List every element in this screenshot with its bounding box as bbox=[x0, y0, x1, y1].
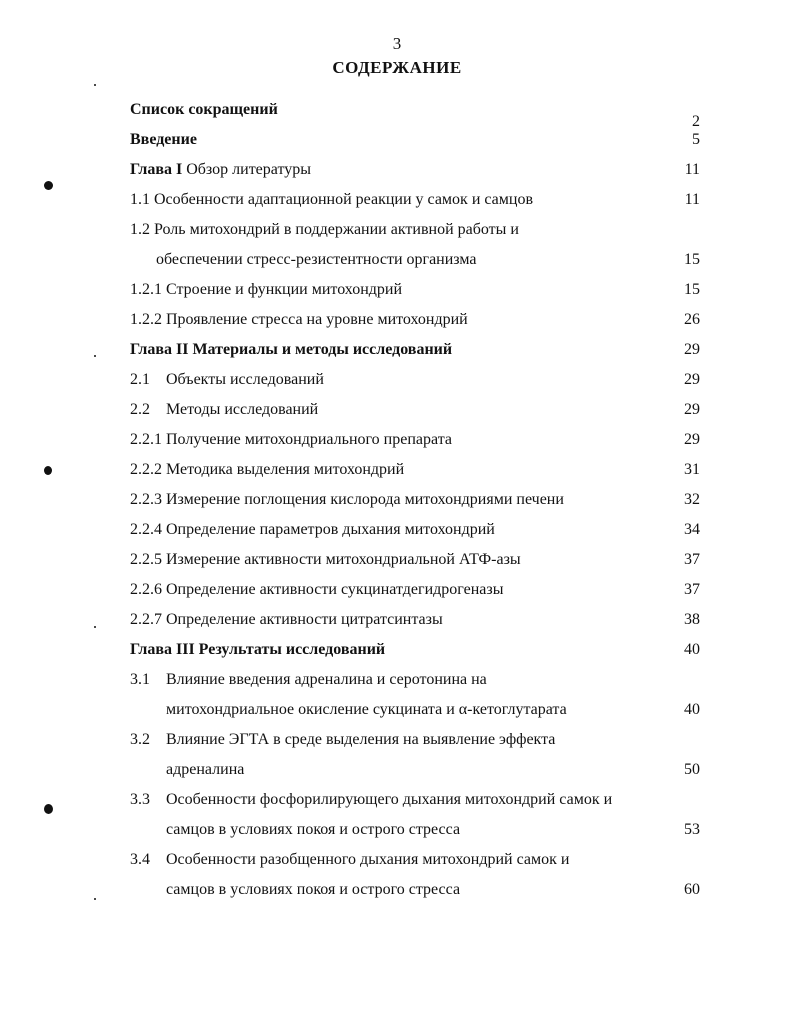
toc-entry-text: 1.2 Роль митохондрий в поддержании активной работы и bbox=[130, 221, 519, 238]
chapter-label: Глава I bbox=[130, 161, 183, 178]
toc-entry-2-2-7 bbox=[130, 608, 700, 632]
toc-entry-page: 29 bbox=[684, 341, 700, 358]
toc-entry-page: 32 bbox=[684, 491, 700, 508]
toc-entry-text: самцов в условиях покоя и острого стресса bbox=[166, 821, 461, 838]
toc-entry-page: 29 bbox=[684, 371, 700, 388]
toc-entry-page: 11 bbox=[684, 161, 700, 178]
toc-entry-number: 3.4 bbox=[130, 851, 150, 868]
toc-entry-text: Влияние ЭГТА в среде выделения на выявление эффекта bbox=[166, 731, 556, 748]
toc-entry-chapter-2 bbox=[130, 338, 700, 362]
toc-entry-3-4 bbox=[130, 848, 700, 872]
toc-entry-1-1 bbox=[130, 188, 700, 212]
toc-entry-text: Обзор литературы bbox=[182, 161, 311, 178]
toc-entry-page: 5 bbox=[692, 131, 700, 148]
toc-entry-number: 3.2 bbox=[130, 731, 150, 748]
page-number: 3 bbox=[392, 34, 402, 53]
toc-entry-3-1-cont bbox=[130, 698, 700, 722]
toc-entry-2-2-1 bbox=[130, 428, 700, 452]
toc-entry-text: 1.2.2 Проявление стресса на уровне митохондрий bbox=[130, 311, 468, 328]
toc-entry-text: 2.2.7 Определение активности цитратсинтазы bbox=[130, 611, 443, 628]
toc-entry-text: 1.1 Особенности адаптационной реакции у самок и самцов bbox=[130, 191, 534, 208]
toc-entry-text: самцов в условиях покоя и острого стресса bbox=[166, 881, 461, 898]
punch-hole-mark bbox=[44, 181, 53, 190]
toc-entry-page: 2 bbox=[692, 113, 700, 130]
toc-entry-text: 2.2.4 Определение параметров дыхания митохондрий bbox=[130, 521, 495, 538]
toc-entry-2-2-4 bbox=[130, 518, 700, 542]
toc-entry-page: 15 bbox=[684, 251, 700, 268]
toc-entry-3-3-cont bbox=[130, 818, 700, 842]
toc-entry-page: 40 bbox=[684, 701, 700, 718]
toc-entry-text: 2.2.1 Получение митохондриального препарата bbox=[130, 431, 452, 448]
toc-entry-page: 31 bbox=[684, 461, 700, 478]
toc-entry-page: 50 bbox=[684, 761, 700, 778]
toc-entry-text: 2.2.5 Измерение активности митохондриальной АТФ-азы bbox=[130, 551, 521, 568]
toc-entry-number: 2.2 bbox=[130, 401, 150, 418]
toc-entry-text: обеспечении стресс-резистентности организма bbox=[156, 251, 477, 268]
toc-entry-abbreviations bbox=[130, 98, 700, 130]
toc-entry-1-2-1 bbox=[130, 278, 700, 302]
toc-entry-text: Список сокращений bbox=[130, 101, 278, 118]
toc-entry-page: 15 bbox=[684, 281, 700, 298]
toc-entry-text: Методы исследований bbox=[166, 401, 319, 418]
toc-entry-page: 60 bbox=[684, 881, 700, 898]
toc-entry-3-1 bbox=[130, 668, 700, 692]
toc-entry-page: 37 bbox=[684, 551, 700, 568]
toc-entry-page: 26 bbox=[684, 311, 700, 328]
toc-entry-text: Объекты исследований bbox=[166, 371, 324, 388]
toc-entry-text: 2.2.2 Методика выделения митохондрий bbox=[130, 461, 405, 478]
toc-entry-text: 1.2.1 Строение и функции митохондрий bbox=[130, 281, 403, 298]
toc-entry-number: 3.3 bbox=[130, 791, 150, 808]
toc-entry-text: Особенности фосфорилирующего дыхания митохондрий самок и bbox=[166, 791, 613, 808]
toc-entry-1-2 bbox=[130, 218, 700, 242]
toc-entry-2-2-2 bbox=[130, 458, 700, 482]
punch-hole-mark bbox=[44, 466, 52, 475]
page-title: СОДЕРЖАНИЕ bbox=[332, 58, 462, 77]
toc-entry-text: митохондриальное окисление сукцината и α-кетоглутарата bbox=[166, 701, 567, 718]
toc-entry-chapter-3 bbox=[130, 638, 700, 662]
toc-entry-text: Глава III Результаты исследований bbox=[130, 641, 386, 658]
toc-entry-2-2-5 bbox=[130, 548, 700, 572]
toc-entry-page: 40 bbox=[684, 641, 700, 658]
toc-entry-3-3 bbox=[130, 788, 700, 812]
toc-entry-chapter-1 bbox=[130, 158, 700, 182]
scan-dot-mark bbox=[94, 898, 96, 900]
toc-entry-page: 34 bbox=[684, 521, 700, 538]
toc-entry-text: Особенности разобщенного дыхания митохондрий самок и bbox=[166, 851, 570, 868]
toc-entry-2-2-3 bbox=[130, 488, 700, 512]
toc-entry-number: 3.1 bbox=[130, 671, 150, 688]
scan-dot-mark bbox=[94, 626, 96, 628]
punch-hole-mark bbox=[44, 804, 53, 814]
toc-entry-3-2-cont bbox=[130, 758, 700, 782]
toc-entry-text: Влияние введения адреналина и серотонина на bbox=[166, 671, 487, 688]
toc-entry-1-2-cont bbox=[130, 248, 700, 272]
toc-entry-page: 53 bbox=[684, 821, 700, 838]
toc-entry-2-2-6 bbox=[130, 578, 700, 602]
toc-entry-3-4-cont bbox=[130, 878, 700, 902]
toc-entry-page: 11 bbox=[684, 191, 700, 208]
toc-entry-3-2 bbox=[130, 728, 700, 752]
toc-entry-page: 29 bbox=[684, 431, 700, 448]
toc-entry-number: 2.1 bbox=[130, 371, 150, 388]
toc-entry-2-1 bbox=[130, 368, 700, 392]
scan-dot-mark bbox=[94, 355, 96, 357]
scan-dot-mark bbox=[94, 84, 96, 86]
toc-entry-text: 2.2.3 Измерение поглощения кислорода митохондриями печени bbox=[130, 491, 564, 508]
toc-entry-text: Глава II Материалы и методы исследований bbox=[130, 341, 453, 358]
toc-entry-page: 38 bbox=[684, 611, 700, 628]
toc-entry-text: адреналина bbox=[166, 761, 245, 778]
toc-entry-page: 29 bbox=[684, 401, 700, 418]
toc-entry-introduction bbox=[130, 128, 700, 152]
toc-entry-text: Введение bbox=[130, 131, 197, 148]
toc-entry-page: 37 bbox=[684, 581, 700, 598]
toc-entry-2-2 bbox=[130, 398, 700, 422]
toc-entry-1-2-2 bbox=[130, 308, 700, 332]
toc-entry-text: 2.2.6 Определение активности сукцинатдегидрогеназы bbox=[130, 581, 504, 598]
